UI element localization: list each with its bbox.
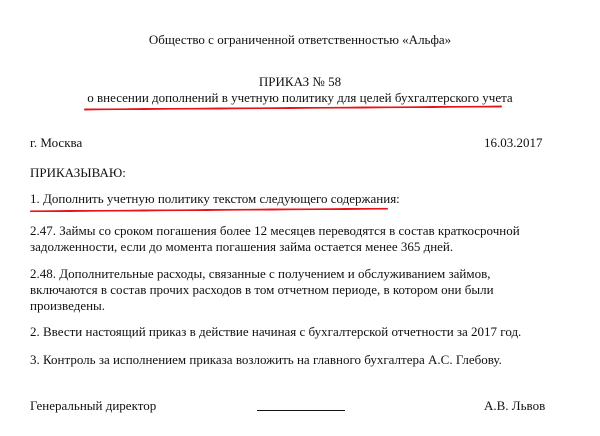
paragraph-2-48-line-1: 2.48. Дополнительные расходы, связанные с получением и обслуживанием займов, xyxy=(30,266,491,281)
order-word: ПРИКАЗЫВАЮ: xyxy=(30,165,126,180)
paragraph-2-47-line-1: 2.47. Займы со сроком погашения более 12 месяцев переводятся в состав краткосрочной xyxy=(30,223,520,238)
order-date: 16.03.2017 xyxy=(484,135,543,150)
order-subject: о внесении дополнений в учетную политику для целей бухгалтерского учета xyxy=(87,90,513,105)
item1-red-underline xyxy=(30,208,388,212)
paragraph-2-48-line-3: произведены. xyxy=(30,298,106,313)
signature-line xyxy=(257,410,345,411)
order-title: ПРИКАЗ № 58 xyxy=(258,74,342,89)
paragraph-2-47-line-2: задолженности, если до момента погашения займа остается менее 365 дней. xyxy=(30,239,454,254)
subject-red-underline xyxy=(84,106,502,111)
city: г. Москва xyxy=(30,135,83,150)
paragraph-2-48-line-2: включаются в состав прочих расходов в том отчетном периоде, в котором они были xyxy=(30,282,494,297)
signer-title: Генеральный директор xyxy=(30,398,157,413)
signer-name: А.В. Львов xyxy=(484,398,546,413)
item-3: 3. Контроль за исполнением приказа возложить на главного бухгалтера А.С. Глебову. xyxy=(30,352,502,367)
organization-name: Общество с ограниченной ответственностью «Альфа» xyxy=(148,32,452,47)
item-1: 1. Дополнить учетную политику текстом следующего содержания: xyxy=(30,191,400,206)
item-2: 2. Ввести настоящий приказ в действие начиная с бухгалтерской отчетности за 2017 год. xyxy=(30,324,522,339)
